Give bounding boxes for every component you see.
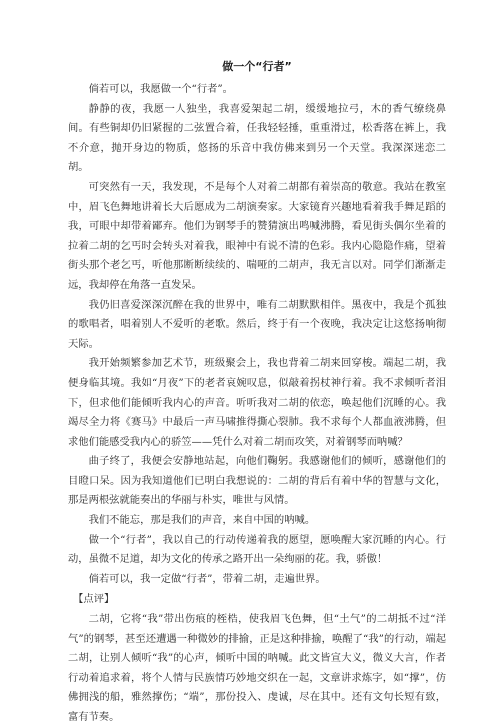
essay-title: 做一个“行者”: [222, 60, 292, 73]
paragraph-3: 可突然有一天，我发现，不是每个人对着二胡都有着崇高的敬意。我站在教室中，眉飞色舞地讲着长大后愿成为二胡演奏家。大家镜育兴趣地看着我手舞足蹈的我，可眼中却带着鄙弃。他们为钢琴手的赞猜演出鸣喊沸腾，看见街头偶尔坐着的拉着二胡的乞丐时会转头对着我，眼神中有说不清的色彩。我内心隐隐作痛，望着街头那个老乞丐，听他那断断续续的、喘哑的二胡声，我无言以对。同学们渐渐走远，我却停在角落一直发呆。: [68, 180, 446, 291]
commentary-paragraph: 二胡，它将“我”带出伤痕的桎梏，使我眉飞色舞，但“土气”的二胡抵不过“洋气”的钢琴，甚至还遭遇一种微妙的排揄，正是这种排揄，唤醒了“我”的行动，端起二胡，让别人倾听“我”的心声，倾听中国的呐喊。此文皆宣大义，微义大言，作者行动着追求着，将个人情与民族情巧妙地交织在一起，文章讲求炼字，如“撑”，仿佛拥浅的船，雅然撑伤；“端”，那份投入、虔诚，尽在其中。还有文句长短有致，富有节奏。: [68, 613, 446, 723]
paragraph-1: 倘若可以，我愿做一个“行者”。: [88, 83, 233, 95]
paragraph-6: 曲子终了，我便会安静地站起，向他们鞠躬。我感谢他们的倾听，感谢他们的目瞪口呆。因为我知道他们已明白我想说的：二胡的背后有着中华的智慧与文化，那是两根弦就能奏出的华丽与朴实，唯世与风情。: [68, 455, 446, 507]
paragraph-7: 我们不能忘，那是我们的声音，来自中国的呐喊。: [88, 514, 316, 527]
paragraph-9: 倘若可以，我一定做“行者”，带着二胡，走遍世界。: [88, 572, 326, 585]
commentary-heading: 【点评】: [73, 593, 115, 606]
paragraph-4: 我仍旧喜爱深深沉醉在我的世界中，唯有二胡默默相伴。黑夜中，我是个孤独的歌唱者，唱着别人不爱听的老歌。然后，终于有一个夜晚，我决定让这悠扬响彻天际。: [68, 298, 446, 350]
paragraph-2: 静静的夜，我愿一人独坐，我喜爱架起二胡，缓缓地拉弓，木的香气缭绕鼻间。有些铜却仍旧紧握的二弦置合着，任我轻轻捶，重重滑过，松香落在裤上，我不介意，抛开身边的物质，悠扬的乐音中我仿佛来到另一个天堂。我深深迷恋二胡。: [68, 102, 446, 174]
paragraph-8: 做一个“行者”，我以自己的行动传递着我的愿望，愿唤醒大家沉睡的内心。行动，虽微不足道，却为文化的传承之路开出一朵绚丽的花。我，骄傲！: [68, 533, 446, 566]
paragraph-5: 我开始频繁参加艺术节，班级聚会上，我也背着二胡来回穿梭。端起二胡，我便身临其境。我如“月夜”下的老者哀婉叹息，似敲着拐杖神行着。我不求倾听者泪下，但求他们能倾听我内心的声音。听听我对二胡的依恋，唤起他们沉睡的心。我竭尽全力将《赛马》中最后一声马啸推得撕心裂肺。我不求每个人都血液沸腾，但求他们能感受我内心的骄笠——凭什么对着二胡而攻笑，对着钢琴而呐喊？: [68, 357, 446, 448]
